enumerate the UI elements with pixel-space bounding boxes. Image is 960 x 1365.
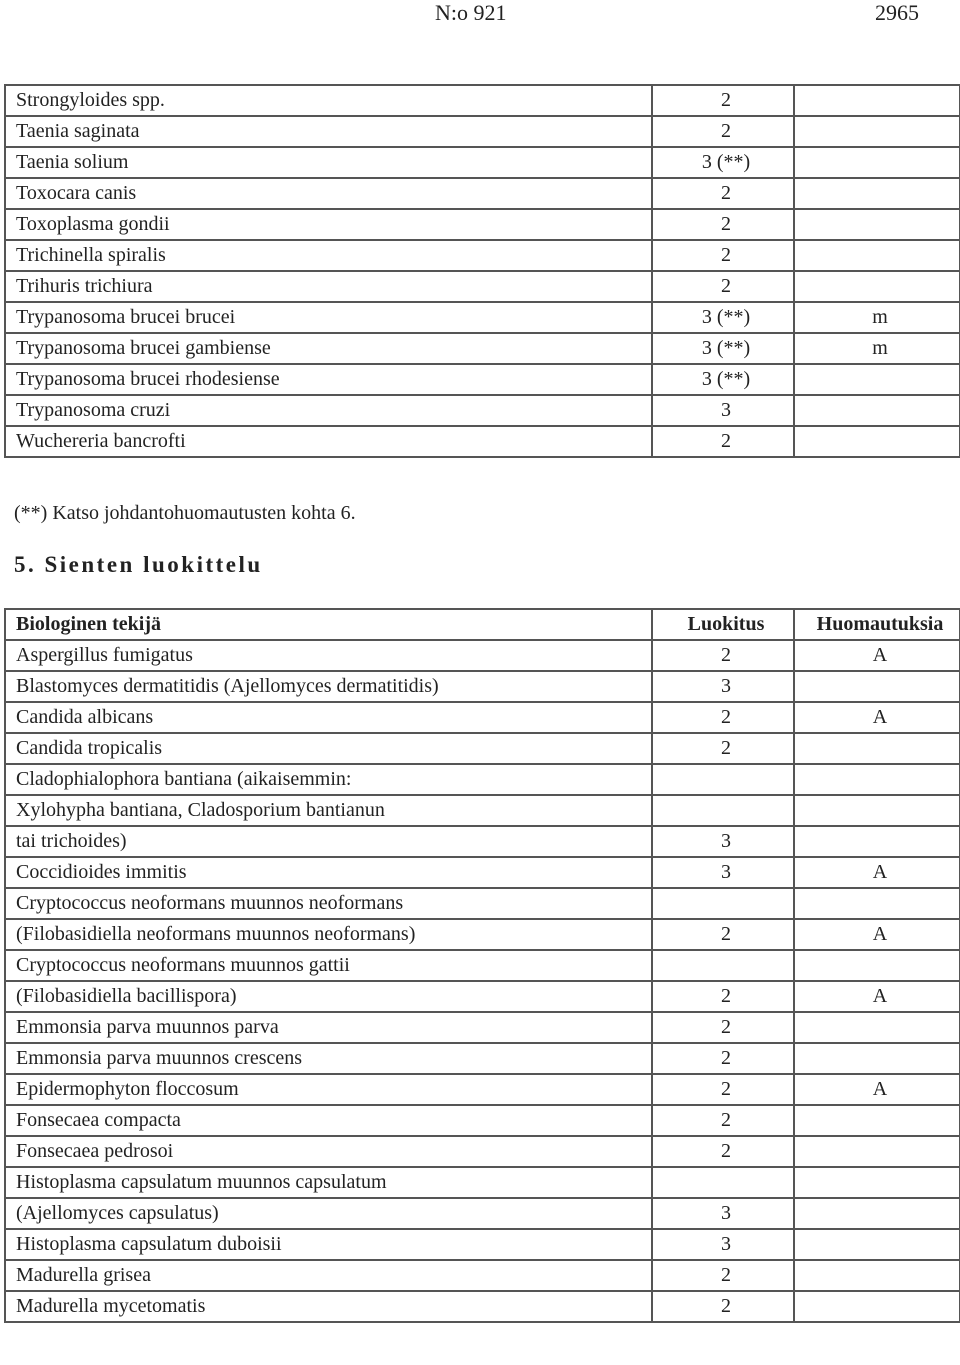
notes-cell xyxy=(794,178,960,209)
notes-cell xyxy=(794,1105,960,1136)
classification-cell: 2 xyxy=(652,426,794,457)
agent-name-cell: (Ajellomyces capsulatus) xyxy=(5,1198,652,1229)
agent-name-cell: Cryptococcus neoformans muunnos neoformans xyxy=(5,888,652,919)
notes-cell xyxy=(794,147,960,178)
table-row xyxy=(5,147,960,178)
parasites-table-body xyxy=(5,85,960,457)
table-header-row xyxy=(5,609,960,640)
classification-cell: 3 xyxy=(652,857,794,888)
notes-cell: A xyxy=(794,857,960,888)
table-row xyxy=(5,240,960,271)
notes-cell xyxy=(794,733,960,764)
table-row xyxy=(5,640,960,671)
classification-cell: 2 xyxy=(652,209,794,240)
classification-cell: 2 xyxy=(652,271,794,302)
footnote: (**) Katso johdantohuomautusten kohta 6. xyxy=(14,502,356,524)
table-row xyxy=(5,795,960,826)
fungi-classification-table xyxy=(4,608,960,1323)
classification-cell xyxy=(652,1167,794,1198)
table-row xyxy=(5,950,960,981)
classification-cell: 2 xyxy=(652,85,794,116)
classification-cell: 3 xyxy=(652,1198,794,1229)
notes-cell xyxy=(794,795,960,826)
agent-name-cell: Coccidioides immitis xyxy=(5,857,652,888)
table-row xyxy=(5,1229,960,1260)
agent-name-cell: Candida albicans xyxy=(5,702,652,733)
table-row xyxy=(5,702,960,733)
agent-name-cell: Candida tropicalis xyxy=(5,733,652,764)
agent-name-cell: Fonsecaea compacta xyxy=(5,1105,652,1136)
agent-name-cell: Trypanosoma brucei rhodesiense xyxy=(5,364,652,395)
table-row xyxy=(5,826,960,857)
agent-name-cell: Emmonsia parva muunnos parva xyxy=(5,1012,652,1043)
agent-name-cell: Trypanosoma brucei brucei xyxy=(5,302,652,333)
agent-name-cell: tai trichoides) xyxy=(5,826,652,857)
classification-cell: 2 xyxy=(652,116,794,147)
notes-cell xyxy=(794,116,960,147)
notes-cell xyxy=(794,826,960,857)
classification-cell: 2 xyxy=(652,1136,794,1167)
agent-name-cell: Trypanosoma brucei gambiense xyxy=(5,333,652,364)
table-row xyxy=(5,981,960,1012)
parasites-classification-table xyxy=(4,84,960,458)
agent-name-cell: Histoplasma capsulatum duboisii xyxy=(5,1229,652,1260)
table-row xyxy=(5,1167,960,1198)
table-row xyxy=(5,919,960,950)
page-header xyxy=(0,0,960,30)
agent-name-cell: Emmonsia parva muunnos crescens xyxy=(5,1043,652,1074)
table-row xyxy=(5,209,960,240)
notes-cell: m xyxy=(794,333,960,364)
agent-name-cell: Fonsecaea pedrosoi xyxy=(5,1136,652,1167)
notes-cell xyxy=(794,1229,960,1260)
classification-cell: 2 xyxy=(652,702,794,733)
notes-cell xyxy=(794,364,960,395)
classification-cell: 2 xyxy=(652,981,794,1012)
table-row xyxy=(5,178,960,209)
table-row xyxy=(5,733,960,764)
classification-cell: 2 xyxy=(652,919,794,950)
notes-cell: m xyxy=(794,302,960,333)
classification-cell: 2 xyxy=(652,178,794,209)
table-row xyxy=(5,1198,960,1229)
notes-cell xyxy=(794,1260,960,1291)
table-row xyxy=(5,1260,960,1291)
classification-cell: 2 xyxy=(652,1105,794,1136)
notes-cell xyxy=(794,1291,960,1322)
table-row xyxy=(5,364,960,395)
column-header-classification: Luokitus xyxy=(652,609,794,640)
notes-cell: A xyxy=(794,919,960,950)
notes-cell xyxy=(794,950,960,981)
classification-cell: 3 xyxy=(652,671,794,702)
agent-name-cell: Strongyloides spp. xyxy=(5,85,652,116)
agent-name-cell: Aspergillus fumigatus xyxy=(5,640,652,671)
document-number: N:o 921 xyxy=(435,0,507,25)
column-header-notes: Huomautuksia xyxy=(794,609,960,640)
agent-name-cell: Cryptococcus neoformans muunnos gattii xyxy=(5,950,652,981)
agent-name-cell: Trypanosoma cruzi xyxy=(5,395,652,426)
notes-cell xyxy=(794,240,960,271)
classification-cell: 2 xyxy=(652,1260,794,1291)
agent-name-cell: Toxocara canis xyxy=(5,178,652,209)
agent-name-cell: Taenia solium xyxy=(5,147,652,178)
agent-name-cell: Cladophialophora bantiana (aikaisemmin: xyxy=(5,764,652,795)
table-row xyxy=(5,271,960,302)
notes-cell xyxy=(794,395,960,426)
classification-cell xyxy=(652,950,794,981)
notes-cell xyxy=(794,1167,960,1198)
classification-cell xyxy=(652,888,794,919)
classification-cell: 3 xyxy=(652,1229,794,1260)
table-row xyxy=(5,1291,960,1322)
notes-cell xyxy=(794,764,960,795)
notes-cell xyxy=(794,271,960,302)
agent-name-cell: (Filobasidiella neoformans muunnos neoformans) xyxy=(5,919,652,950)
classification-cell: 3 (**) xyxy=(652,147,794,178)
notes-cell xyxy=(794,1043,960,1074)
notes-cell xyxy=(794,1198,960,1229)
agent-name-cell: Trichinella spiralis xyxy=(5,240,652,271)
classification-cell: 2 xyxy=(652,1074,794,1105)
page-number: 2965 xyxy=(875,0,919,25)
table-row xyxy=(5,1136,960,1167)
classification-cell: 2 xyxy=(652,1291,794,1322)
agent-name-cell: Epidermophyton floccosum xyxy=(5,1074,652,1105)
fungi-table-body xyxy=(5,640,960,1322)
notes-cell xyxy=(794,1136,960,1167)
table-row xyxy=(5,85,960,116)
table-row xyxy=(5,1012,960,1043)
table-row xyxy=(5,333,960,364)
classification-cell: 2 xyxy=(652,1043,794,1074)
classification-cell: 3 xyxy=(652,826,794,857)
table-row xyxy=(5,1043,960,1074)
table-row xyxy=(5,116,960,147)
table-row xyxy=(5,426,960,457)
notes-cell xyxy=(794,1012,960,1043)
agent-name-cell: Wuchereria bancrofti xyxy=(5,426,652,457)
agent-name-cell: Histoplasma capsulatum muunnos capsulatum xyxy=(5,1167,652,1198)
classification-cell: 2 xyxy=(652,1012,794,1043)
agent-name-cell: Madurella grisea xyxy=(5,1260,652,1291)
classification-cell: 2 xyxy=(652,733,794,764)
classification-cell: 3 (**) xyxy=(652,364,794,395)
agent-name-cell: Xylohypha bantiana, Cladosporium bantianun xyxy=(5,795,652,826)
agent-name-cell: Trihuris trichiura xyxy=(5,271,652,302)
classification-cell xyxy=(652,795,794,826)
table-row xyxy=(5,888,960,919)
classification-cell: 2 xyxy=(652,640,794,671)
table-row xyxy=(5,302,960,333)
table-row xyxy=(5,1074,960,1105)
classification-cell xyxy=(652,764,794,795)
notes-cell xyxy=(794,426,960,457)
notes-cell: A xyxy=(794,981,960,1012)
classification-cell: 2 xyxy=(652,240,794,271)
notes-cell: A xyxy=(794,1074,960,1105)
agent-name-cell: Toxoplasma gondii xyxy=(5,209,652,240)
table-row xyxy=(5,764,960,795)
agent-name-cell: Taenia saginata xyxy=(5,116,652,147)
notes-cell: A xyxy=(794,702,960,733)
notes-cell: A xyxy=(794,640,960,671)
notes-cell xyxy=(794,85,960,116)
notes-cell xyxy=(794,209,960,240)
section-heading: 5. Sienten luokittelu xyxy=(14,552,263,577)
agent-name-cell: Madurella mycetomatis xyxy=(5,1291,652,1322)
table-row xyxy=(5,395,960,426)
notes-cell xyxy=(794,888,960,919)
notes-cell xyxy=(794,671,960,702)
table-row xyxy=(5,857,960,888)
table-row xyxy=(5,1105,960,1136)
classification-cell: 3 xyxy=(652,395,794,426)
classification-cell: 3 (**) xyxy=(652,302,794,333)
agent-name-cell: Blastomyces dermatitidis (Ajellomyces dermatitidis) xyxy=(5,671,652,702)
column-header-agent: Biologinen tekijä xyxy=(5,609,652,640)
agent-name-cell: (Filobasidiella bacillispora) xyxy=(5,981,652,1012)
table-row xyxy=(5,671,960,702)
classification-cell: 3 (**) xyxy=(652,333,794,364)
